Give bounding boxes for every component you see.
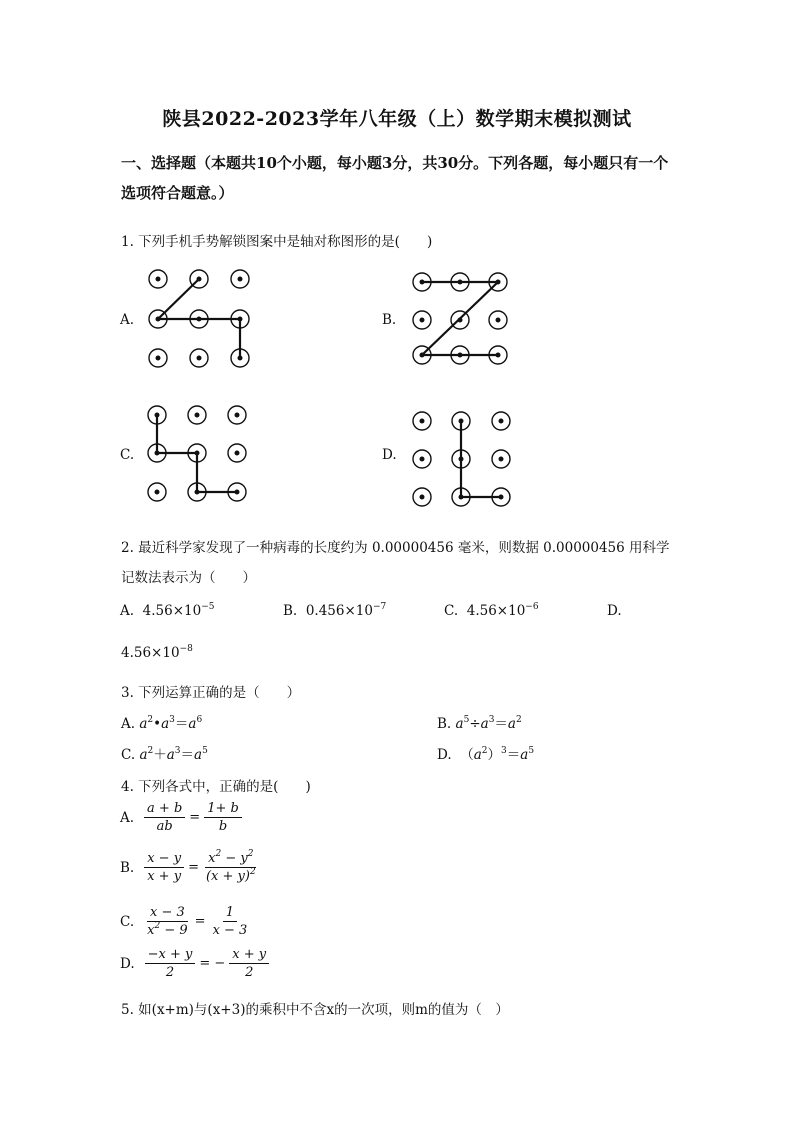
- q4-option-a-label: A.: [120, 809, 135, 826]
- q2-option-b-exp: −7: [372, 602, 387, 612]
- question-2-stem-line1: 2. 最近科学家发现了一种病毒的长度约为 0.00000456 毫米，则数据 0.00000456 用科学: [121, 540, 670, 556]
- q1-pattern-d: [404, 403, 534, 515]
- q3-option-c-label: C.: [121, 747, 136, 763]
- q2-option-c-base: 4.56×10: [466, 603, 526, 619]
- q2-option-d-label: D.: [607, 603, 622, 619]
- q3-option-d-label: D.: [437, 747, 452, 763]
- q3-option-a-label: A.: [121, 716, 136, 732]
- q2-option-a-base: 4.56×10: [142, 603, 202, 619]
- q1-pattern-c: [140, 400, 270, 510]
- q4-option-d: D. $\frac{-x + y}{2}$ = − $\frac{x + y}{2}$: [120, 946, 269, 981]
- q1-option-d-label: D.: [382, 447, 397, 463]
- q2-option-b-label: B.: [283, 603, 298, 619]
- q2-option-a: [120, 603, 214, 619]
- q1-option-a-label: A.: [120, 312, 135, 328]
- q4-option-b: B. $\frac{x - y}{x + y}$ = $\frac{x^2 - y^2}{(x + y)^2}$: [120, 849, 256, 884]
- question-5-stem: 5. 如(x+m)与(x+3)的乘积中不含x的一次项，则m的值为（ ）: [121, 1002, 509, 1018]
- q4-option-c: C. $\frac{x - 3}{x^2 - 9}$ = $\frac{1}{x - 3}$: [120, 905, 248, 938]
- question-2-stem-line2: 记数法表示为（ ）: [121, 570, 256, 586]
- q1-pattern-b: [404, 265, 534, 375]
- q4-option-b-label: B.: [120, 859, 135, 876]
- q1-option-b-label: B.: [382, 312, 397, 328]
- q1-pattern-a: [140, 262, 270, 377]
- q2-option-a-label: A.: [120, 603, 135, 619]
- q2-option-d-base: 4.56×10: [121, 645, 180, 661]
- q2-option-c-label: C.: [444, 603, 459, 619]
- q2-option-c: [444, 603, 539, 619]
- question-4-stem: 4. 下列各式中，正确的是( ): [121, 779, 311, 795]
- q4-option-c-label: C.: [120, 913, 135, 930]
- q1-option-c-label: C.: [120, 447, 135, 463]
- page-title: 陕县2022-2023学年八年级（上）数学期末模拟测试: [162, 108, 632, 130]
- q2-option-c-exp: −6: [525, 602, 539, 612]
- q4-option-d-label: D.: [120, 955, 135, 972]
- q3-option-c: C. $a^2+a^3=a^5$: [121, 746, 208, 763]
- q2-option-d-value: [121, 645, 193, 661]
- q2-option-d-exp: −8: [179, 644, 193, 654]
- question-3-stem: 3. 下列运算正确的是（ ）: [121, 685, 301, 701]
- q4-option-a: A. $\frac{a + b}{ab}$ = $\frac{1+ b}{b}$: [120, 800, 242, 835]
- q2-option-b-base: 0.456×10: [305, 603, 373, 619]
- section-heading: 一、选择题（本题共10个小题，每小题3分，共30分。下列各题，每小题只有一个选项符合题意。）: [121, 154, 669, 202]
- q2-option-a-exp: −5: [201, 602, 215, 612]
- q3-option-b: B. $a^5\div a^3=a^2$: [437, 715, 522, 732]
- q3-option-b-label: B.: [437, 716, 452, 732]
- question-1-stem: 1. 下列手机手势解锁图案中是轴对称图形的是( ): [121, 234, 433, 250]
- q3-option-a: A. $a^2•a^3=a^6$: [121, 715, 203, 732]
- q2-option-b: [283, 603, 386, 619]
- q3-option-d: D. $(a^2)^3=a^5$: [437, 746, 535, 763]
